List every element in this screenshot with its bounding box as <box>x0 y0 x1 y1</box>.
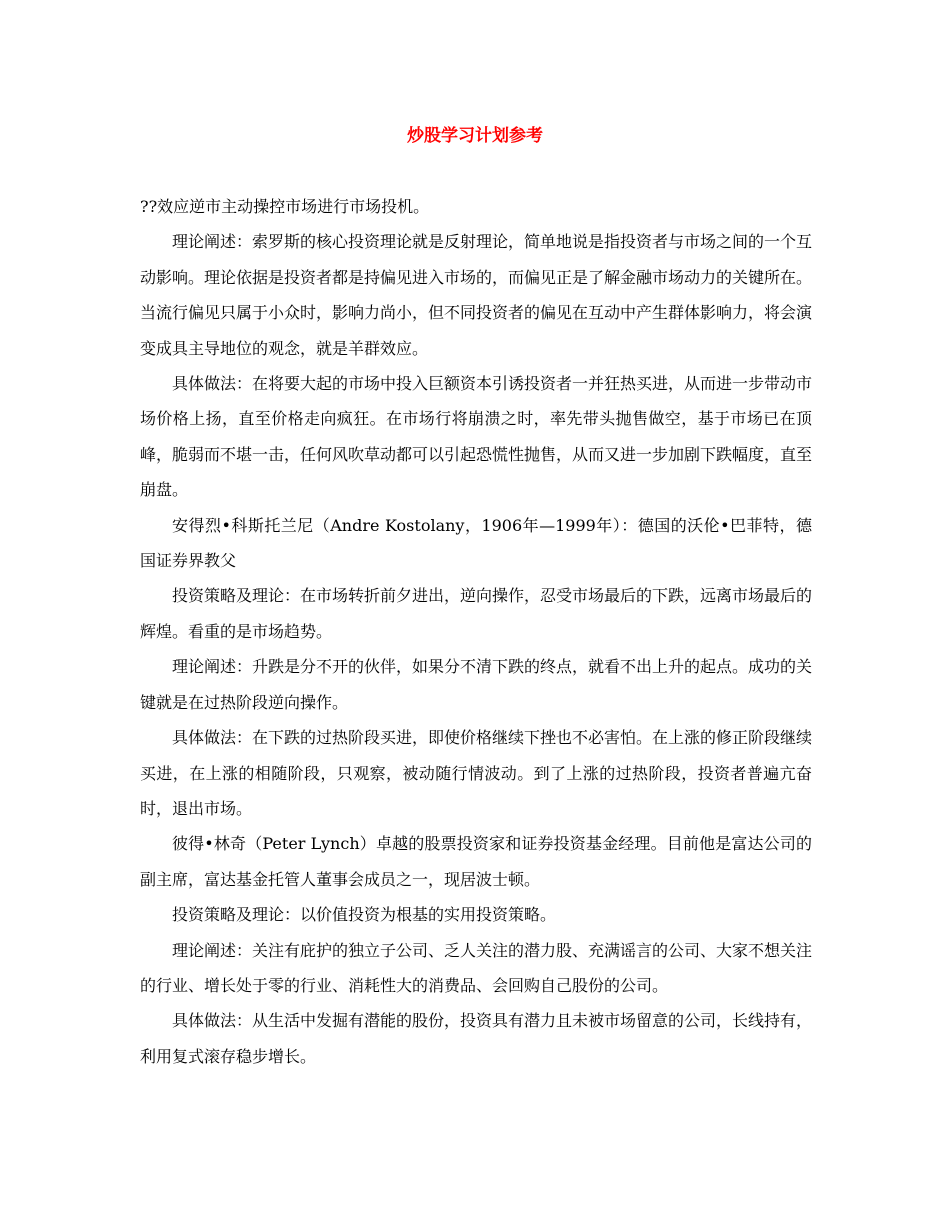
paragraph: 具体做法：从生活中发掘有潜能的股份，投资具有潜力且未被市场留意的公司，长线持有，利用复式滚存稳步增长。 <box>140 1011 813 1066</box>
paragraph: 理论阐述：关注有庇护的独立子公司、乏人关注的潜力股、充满谣言的公司、大家不想关注的行业、增长处于零的行业、消耗性大的消费品、会回购自己股份的公司。 <box>140 940 813 995</box>
paragraph: 彼得•林奇（Peter Lynch）卓越的股票投资家和证券投资基金经理。目前他是富达公司的副主席，富达基金托管人董事会成员之一，现居波士顿。 <box>140 834 812 889</box>
paragraph: 具体做法：在下跌的过热阶段买进，即使价格继续下挫也不必害怕。在上涨的修正阶段继续买进，在上涨的相随阶段，只观察，被动随行情波动。到了上涨的过热阶段，投资者普遍亢奋时，退出市场。 <box>140 728 813 818</box>
document-body <box>140 189 812 1074</box>
paragraph: 理论阐述：升跌是分不开的伙伴，如果分不清下跌的终点，就看不出上升的起点。成功的关键就是在过热阶段逆向操作。 <box>140 657 813 712</box>
paragraph: 安得烈•科斯托兰尼（Andre Kostolany，1906年—1999年）：德国的沃伦•巴菲特，德国证券界教父 <box>140 515 812 571</box>
paragraph: 投资策略及理论：以价值投资为根基的实用投资策略。 <box>172 905 557 925</box>
paragraph: 理论阐述：索罗斯的核心投资理论就是反射理论，简单地说是指投资者与市场之间的一个互动影响。理论依据是投资者都是持偏见进入市场的，而偏见正是了解金融市场动力的关键所在。当流行偏见只属于小众时，影响力尚小，但不同投资者的偏见在互动中产生群体影响力，将会演变成具主导地位的观念，就是羊群效应。 <box>140 232 813 358</box>
page-title: 炒股学习计划参考 <box>407 126 543 146</box>
paragraph: ??效应逆市主动操控市场进行市场投机。 <box>140 197 430 216</box>
paragraph: 具体做法：在将要大起的市场中投入巨额资本引诱投资者一并狂热买进，从而进一步带动市场价格上扬，直至价格走向疯狂。在市场行将崩溃之时，率先带头抛售做空，基于市场已在顶峰，脆弱而不堪一击，任何风吹草动都可以引起恐慌性抛售，从而又进一步加剧下跌幅度，直至崩盘。 <box>140 374 813 500</box>
paragraph: 投资策略及理论：在市场转折前夕进出，逆向操作，忍受市场最后的下跌，远离市场最后的辉煌。看重的是市场趋势。 <box>140 586 813 641</box>
